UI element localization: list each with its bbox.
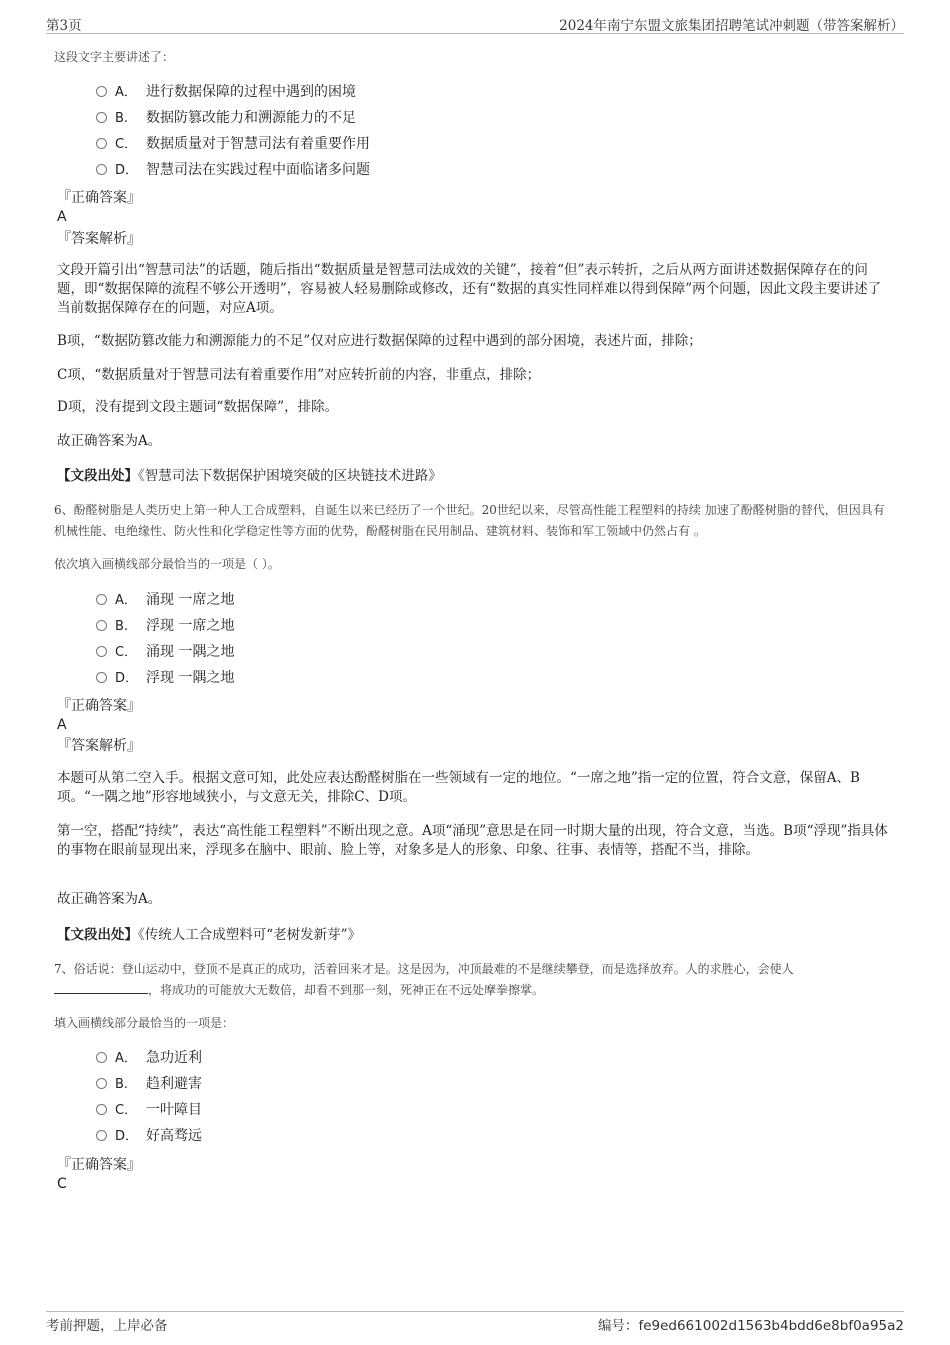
q5-option-b[interactable]: B. 数据防篡改能力和溯源能力的不足 — [96, 108, 356, 129]
radio-icon[interactable] — [96, 1078, 107, 1089]
footer-slogan: 考前押题，上岸必备 — [46, 1318, 168, 1334]
q7-option-c[interactable]: C． 一叶障目 — [96, 1100, 202, 1121]
q6-analysis-label: 『答案解析』 — [57, 738, 141, 754]
q7-option-b[interactable]: B. 趋利避害 — [96, 1074, 202, 1095]
q5-analysis-p4: D项，没有提到文段主题词“数据保障”，排除。 — [57, 399, 339, 415]
radio-icon[interactable] — [96, 672, 107, 683]
q5-analysis-label: 『答案解析』 — [57, 231, 141, 247]
q5-stem: 这段文字主要讲述了： — [54, 50, 175, 64]
footer-divider — [46, 1311, 904, 1312]
radio-icon[interactable] — [96, 164, 107, 175]
q5-analysis-p5: 故正确答案为A。 — [57, 433, 162, 449]
page-header — [46, 12, 904, 32]
document-id: 编号：fe9ed661002d1563b4bdd6e8bf0a95a2 — [597, 1318, 904, 1334]
q6-stem: 6、酚醛树脂是人类历史上第一种人工合成塑料，自诞生以来已经历了一个世纪。20世纪以来，尽管高性能工程塑料的持续 加速了酚醛树脂的替代，但因具有机械性能、电绝缘性、防火性和化学稳定性等方面的优势，酚醛树脂在民用制品、建筑材料、装饰和军工领域中仍然占有 。 — [54, 503, 885, 538]
q7-answer-label: 『正确答案』 — [57, 1157, 141, 1173]
radio-icon[interactable] — [96, 112, 107, 123]
q7-prompt: 填入画横线部分最恰当的一项是： — [54, 1016, 235, 1030]
q7-option-d[interactable]: D． 好高骛远 — [96, 1126, 202, 1147]
q6-option-d[interactable]: D． 浮现 一隅之地 — [96, 668, 234, 689]
q7-stem: 7、俗话说：登山运动中，登顶不是真正的成功，活着回来才是。这是因为，冲顶最难的不是继续攀登，而是选择放弃。人的求胜心，会使人 ，将成功的可能放大无数倍，却看不到那一刻，死神正在不远处摩拳擦掌。 — [54, 962, 794, 997]
radio-icon[interactable] — [96, 1052, 107, 1063]
radio-icon[interactable] — [96, 86, 107, 97]
q6-option-b[interactable]: B. 浮现 一席之地 — [96, 616, 234, 637]
q5-analysis-p2: B项，“数据防篡改能力和溯源能力的不足”仅对应进行数据保障的过程中遇到的部分困境，表述片面，排除； — [57, 333, 702, 349]
q6-option-c[interactable]: C． 涌现 一隅之地 — [96, 642, 234, 663]
q5-source: 【文段出处】《智慧司法下数据保护困境突破的区块链技术进路》 — [57, 468, 442, 484]
q5-answer-label: 『正确答案』 — [57, 190, 141, 206]
radio-icon[interactable] — [96, 1130, 107, 1141]
q5-option-d[interactable]: D． 智慧司法在实践过程中面临诸多问题 — [96, 160, 370, 181]
q6-analysis-p2: 第一空，搭配“持续”，表达“高性能工程塑料”不断出现之意。A项“涌现”意思是在同一时期大量的出现，符合文意，当选。B项“浮现”指具体的事物在眼前显现出来，浮现多在脑中、眼前、脸上等，对象多是人的形象、印象、往事、表情等，搭配不当，排除。 — [57, 823, 888, 858]
fill-blank — [54, 981, 148, 994]
q7-option-a[interactable]: A． 急功近利 — [96, 1048, 202, 1069]
radio-icon[interactable] — [96, 646, 107, 657]
q7-answer: C — [57, 1176, 67, 1192]
q5-option-c[interactable]: C． 数据质量对于智慧司法有着重要作用 — [96, 134, 370, 155]
q6-answer: A — [57, 717, 67, 733]
radio-icon[interactable] — [96, 620, 107, 631]
q5-analysis-p1: 文段开篇引出“智慧司法”的话题，随后指出“数据质量是智慧司法成效的关键”，接着“但”表示转折，之后从两方面讲述数据保障存在的问题，即“数据保障的流程不够公开透明”，容易被人轻易删除或修改，还有“数据的真实性同样难以得到保障”两个问题，因此文段主要讲述了当前数据保障存在的问题，对应A项。 — [57, 262, 882, 316]
radio-icon[interactable] — [96, 138, 107, 149]
q6-option-a[interactable]: A． 涌现 一席之地 — [96, 590, 234, 611]
radio-icon[interactable] — [96, 594, 107, 605]
q6-answer-label: 『正确答案』 — [57, 698, 141, 714]
page-footer — [46, 1314, 904, 1334]
document-title: 2024年南宁东盟文旅集团招聘笔试冲刺题（带答案解析） — [559, 18, 904, 34]
q6-analysis-p1: 本题可从第二空入手。根据文意可知，此处应表达酚醛树脂在一些领域有一定的地位。“一席之地”指一定的位置，符合文意，保留A、B项。“一隅之地”形容地域狭小，与文意无关，排除C、D项。 — [57, 770, 860, 805]
q6-source: 【文段出处】《传统人工合成塑料可“老树发新芽”》 — [57, 927, 362, 943]
q6-analysis-p3: 故正确答案为A。 — [57, 891, 162, 907]
q6-prompt: 依次填入画横线部分最恰当的一项是（ ）。 — [54, 557, 280, 571]
radio-icon[interactable] — [96, 1104, 107, 1115]
q5-option-a[interactable]: A． 进行数据保障的过程中遇到的困境 — [96, 82, 356, 103]
q5-analysis-p3: C项，“数据质量对于智慧司法有着重要作用”对应转折前的内容，非重点，排除； — [57, 367, 541, 383]
q5-answer: A — [57, 209, 67, 225]
page-number: 第3页 — [46, 18, 82, 34]
header-divider — [46, 33, 904, 34]
